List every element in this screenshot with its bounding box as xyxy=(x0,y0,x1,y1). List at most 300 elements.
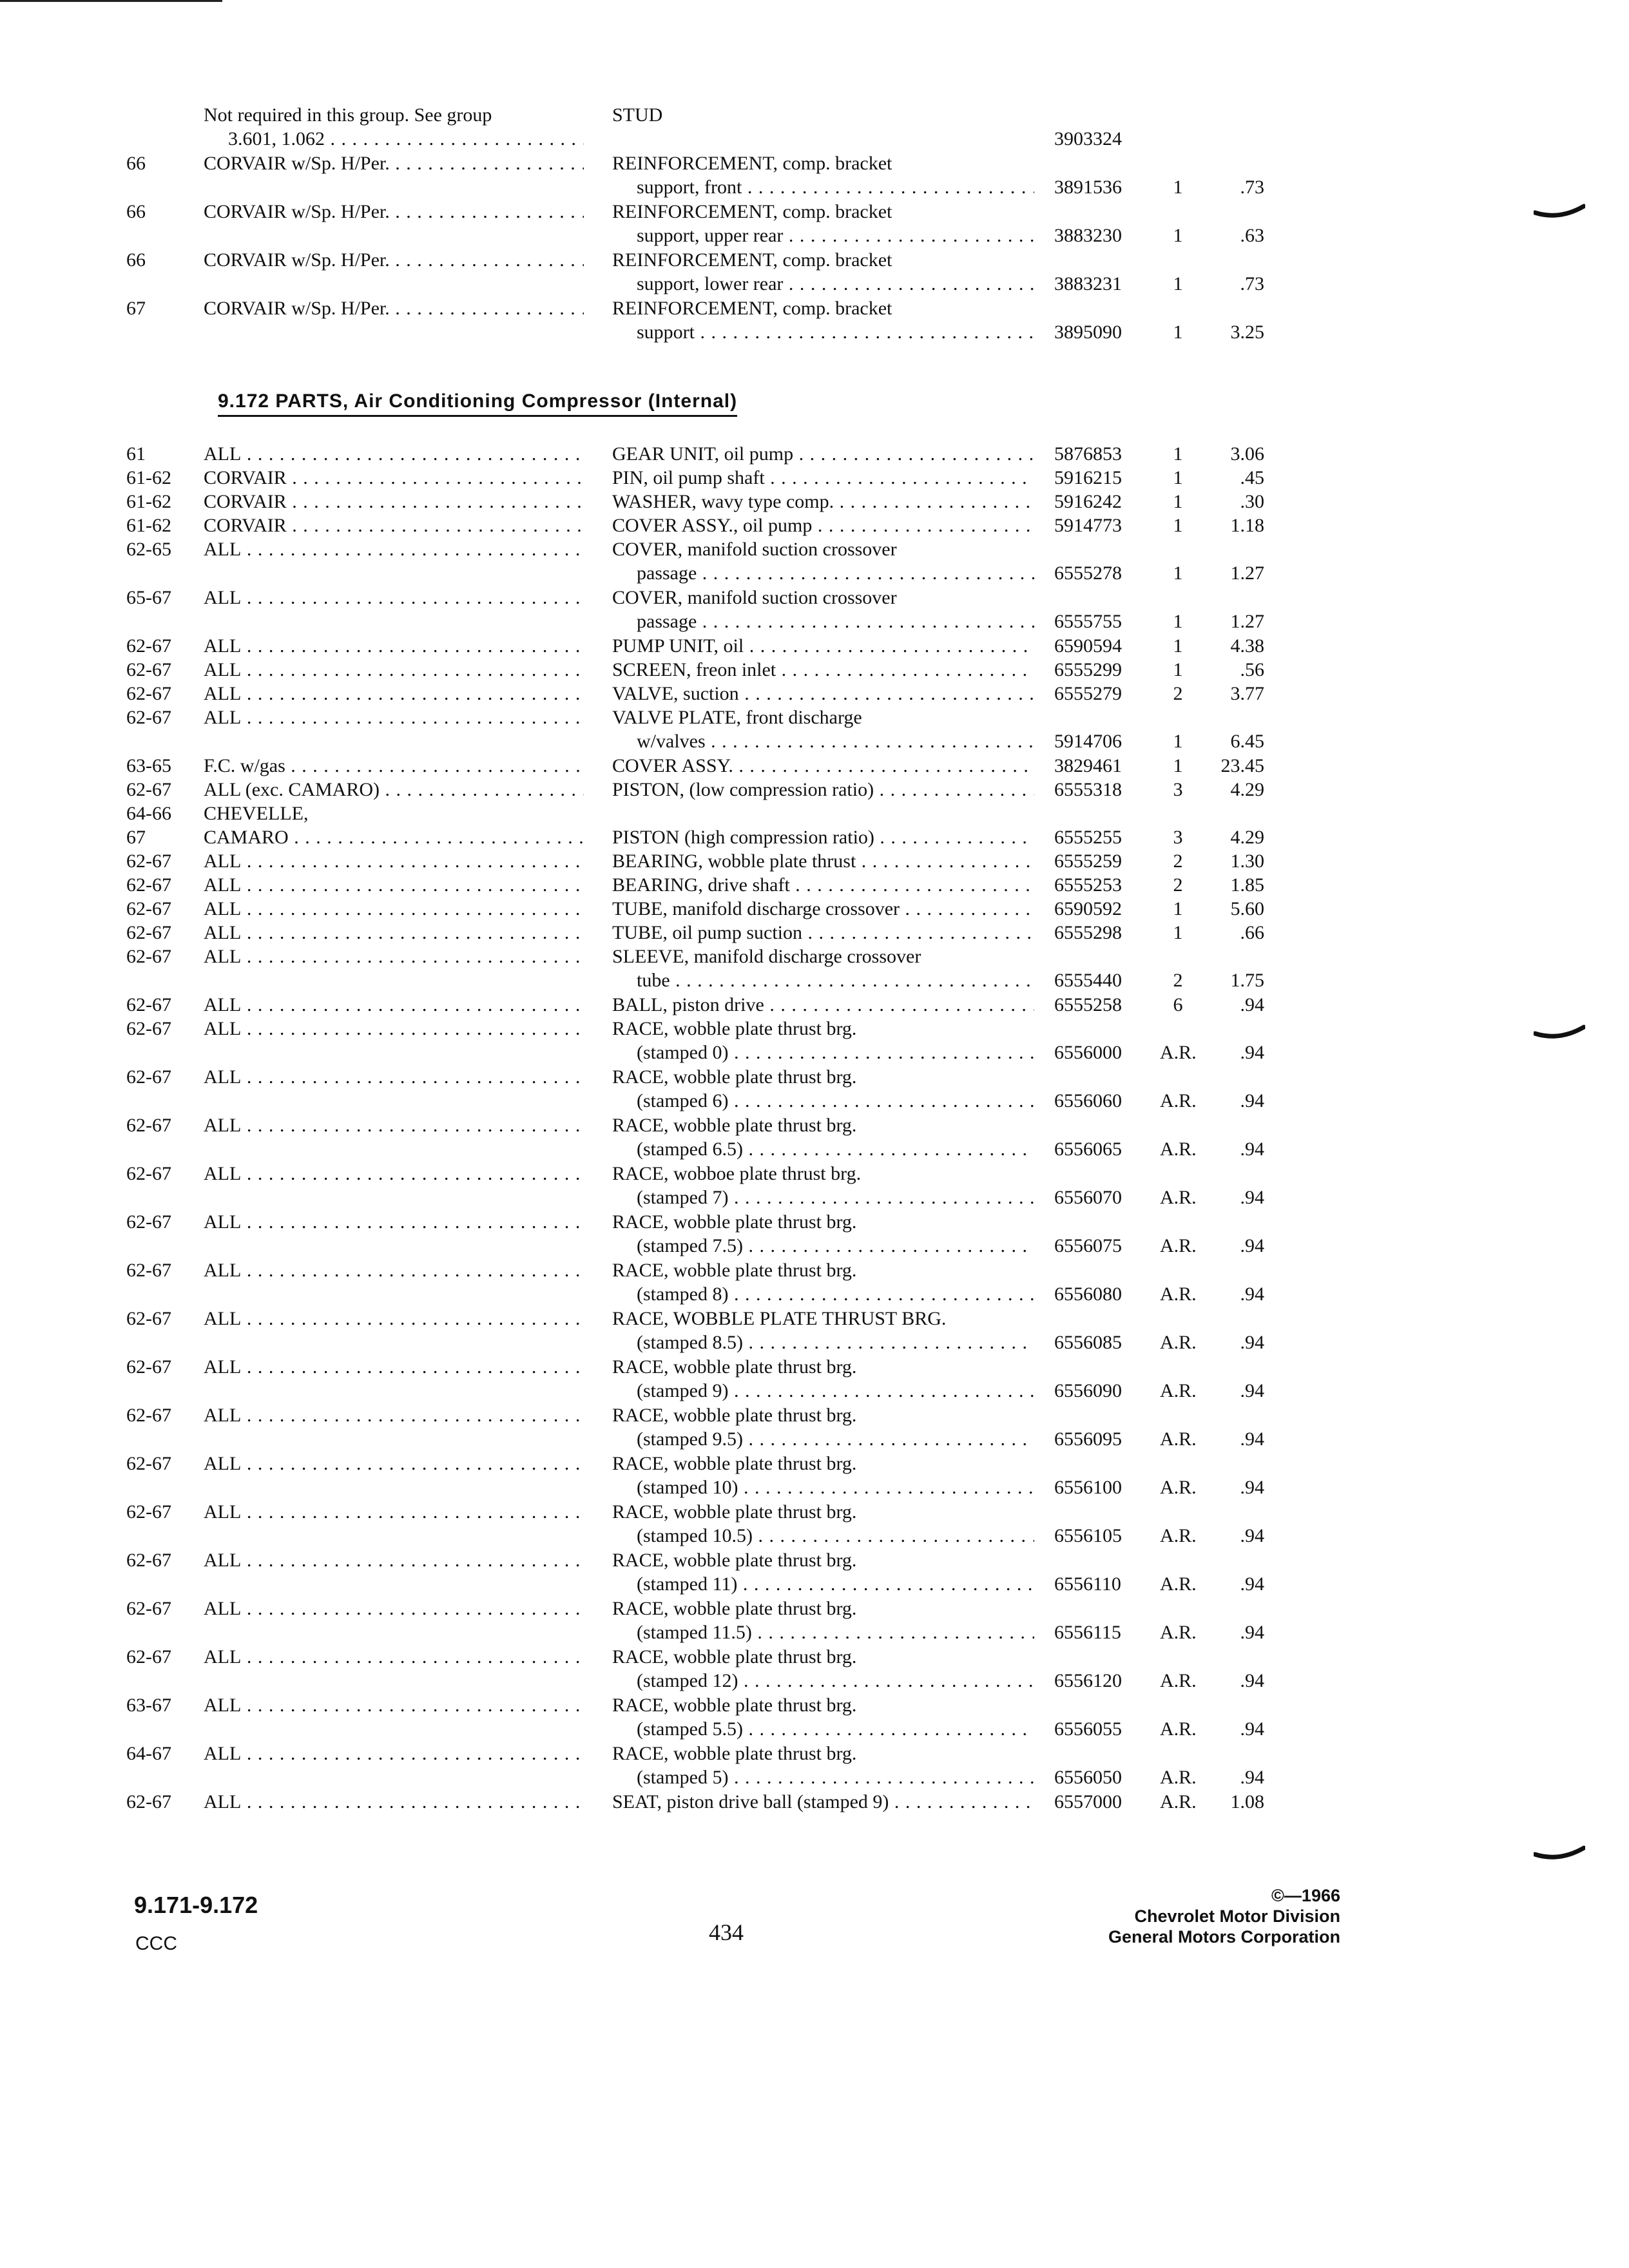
price-cell: .94 xyxy=(1240,1139,1264,1160)
description-text: COVER, manifold suction crossover xyxy=(612,587,897,608)
price-cell: 4.29 xyxy=(1230,827,1264,848)
model-cell: ALL . . . xyxy=(204,1258,584,1282)
page-number: 434 xyxy=(709,1919,744,1945)
part-number-cell: 6556080 xyxy=(1054,1283,1122,1305)
description-text: COVER, manifold suction crossover xyxy=(612,539,897,560)
price-cell: 4.38 xyxy=(1230,635,1264,657)
year-cell: 66 xyxy=(126,153,146,174)
description-text-cont: support, front . . . xyxy=(612,175,1034,199)
description-cell xyxy=(612,1113,1034,1161)
description-text: PUMP UNIT, oil . . . xyxy=(612,634,1034,658)
part-number-cell: 6556060 xyxy=(1054,1090,1122,1111)
year-cell: 62-67 xyxy=(126,1211,171,1233)
model-cell: CORVAIR w/Sp. H/Per. . . . xyxy=(204,151,584,175)
description-cell xyxy=(612,849,1034,873)
table-row xyxy=(0,873,1629,897)
part-number-cell: 3891536 xyxy=(1054,177,1122,198)
description-text: PISTON, (low compression ratio) . . . xyxy=(612,778,1034,802)
description-text: RACE, wobble plate thrust brg. xyxy=(612,1211,857,1233)
description-cell xyxy=(612,1210,1034,1258)
year-cell: 62-67 xyxy=(126,1018,171,1039)
description-text-cont: (stamped 10.5) . . . xyxy=(612,1524,1034,1548)
description-text: REINFORCEMENT, comp. bracket xyxy=(612,201,892,222)
model-cell: ALL . . . xyxy=(204,873,584,897)
year-cell: 62-67 xyxy=(126,850,171,872)
description-cell xyxy=(612,1693,1034,1741)
table-row xyxy=(0,1258,1629,1307)
description-text: COVER ASSY. . . . xyxy=(612,754,1034,778)
table-row xyxy=(0,200,1629,248)
description-cell xyxy=(612,778,1034,802)
model-cell: ALL . . . xyxy=(204,921,584,945)
model-cell: ALL . . . xyxy=(204,1162,584,1186)
part-number-cell: 6556105 xyxy=(1054,1525,1122,1546)
description-text: BEARING, drive shaft . . . xyxy=(612,873,1034,897)
part-number-cell: 3903324 xyxy=(1054,128,1122,149)
price-cell: 1.27 xyxy=(1230,562,1264,584)
part-number-cell: 5914773 xyxy=(1054,515,1122,536)
table-row xyxy=(0,825,1629,849)
price-cell: 4.29 xyxy=(1230,779,1264,800)
price-cell: 5.60 xyxy=(1230,898,1264,919)
footer-group-ref: 9.171-9.172 xyxy=(134,1892,258,1918)
part-number-cell: 6556120 xyxy=(1054,1670,1122,1691)
year-cell: 64-67 xyxy=(126,1743,171,1764)
part-number-cell: 6555255 xyxy=(1054,827,1122,848)
quantity-cell: A.R. xyxy=(1160,1477,1197,1498)
table-row xyxy=(0,514,1629,537)
corporation-name: General Motors Corporation xyxy=(1108,1927,1340,1946)
description-cell xyxy=(612,658,1034,682)
table-row xyxy=(0,1548,1629,1597)
description-text: VALVE PLATE, front discharge xyxy=(612,707,862,728)
description-cell xyxy=(612,1597,1034,1644)
year-cell: 62-67 xyxy=(126,659,171,680)
price-cell: .94 xyxy=(1240,1187,1264,1208)
year-cell: 65-67 xyxy=(126,587,171,608)
description-text: TUBE, manifold discharge crossover . . . xyxy=(612,897,1034,921)
description-text-cont: (stamped 8) . . . xyxy=(612,1282,1034,1306)
year-cell: 66 xyxy=(126,201,146,222)
model-cell: ALL . . . xyxy=(204,658,584,682)
table-row xyxy=(0,586,1629,634)
description-text: REINFORCEMENT, comp. bracket xyxy=(612,153,892,174)
part-number-cell: 6555298 xyxy=(1054,922,1122,943)
quantity-cell: A.R. xyxy=(1160,1380,1197,1401)
table-row xyxy=(0,1307,1629,1355)
year-cell: 62-67 xyxy=(126,1453,171,1474)
quantity-cell: A.R. xyxy=(1160,1235,1197,1256)
year-cell: 61 xyxy=(126,443,146,465)
model-cell: ALL . . . xyxy=(204,897,584,921)
description-cell xyxy=(612,634,1034,658)
table-row xyxy=(0,849,1629,873)
table-row xyxy=(0,1693,1629,1742)
quantity-cell: A.R. xyxy=(1160,1090,1197,1111)
table-row xyxy=(0,1017,1629,1065)
year-cell: 62-67 xyxy=(126,1163,171,1184)
price-cell: .45 xyxy=(1240,467,1264,488)
table-row xyxy=(0,754,1629,778)
part-number-cell: 6555279 xyxy=(1054,683,1122,704)
description-text: SLEEVE, manifold discharge crossover xyxy=(612,946,921,967)
table-row xyxy=(0,634,1629,658)
description-text: RACE, wobble plate thrust brg. xyxy=(612,1405,857,1426)
price-cell: .94 xyxy=(1240,1767,1264,1788)
description-text-cont: (stamped 10) . . . xyxy=(612,1475,1034,1499)
price-cell: .94 xyxy=(1240,1090,1264,1111)
description-text: RACE, wobble plate thrust brg. xyxy=(612,1356,857,1378)
price-cell: .56 xyxy=(1240,659,1264,680)
description-cell xyxy=(612,490,1034,514)
model-cell: ALL . . . xyxy=(204,706,584,729)
description-cell xyxy=(612,151,1034,199)
part-number-cell: 6555259 xyxy=(1054,850,1122,872)
description-text: RACE, wobble plate thrust brg. xyxy=(612,1550,857,1571)
quantity-cell: 1 xyxy=(1173,225,1183,246)
description-cell xyxy=(612,296,1034,344)
table-row xyxy=(0,1452,1629,1500)
part-number-cell: 5916242 xyxy=(1054,491,1122,512)
price-cell: .94 xyxy=(1240,1332,1264,1353)
price-cell: .94 xyxy=(1240,1525,1264,1546)
year-cell: 63-67 xyxy=(126,1695,171,1716)
part-number-cell: 3829461 xyxy=(1054,755,1122,776)
model-cell: CAMARO . . . xyxy=(204,825,584,849)
description-text-cont: passage . . . xyxy=(612,561,1034,585)
table-row xyxy=(0,442,1629,466)
description-text-cont: (stamped 12) . . . xyxy=(612,1669,1034,1693)
price-cell: 23.45 xyxy=(1220,755,1264,776)
quantity-cell: 1 xyxy=(1173,922,1183,943)
model-cell: F.C. w/gas . . . xyxy=(204,754,584,778)
quantity-cell: 1 xyxy=(1173,515,1183,536)
model-cell: ALL . . . xyxy=(204,1548,584,1572)
description-text: RACE, wobble plate thrust brg. xyxy=(612,1501,857,1523)
description-cell xyxy=(612,103,1034,127)
quantity-cell: 1 xyxy=(1173,755,1183,776)
description-cell xyxy=(612,1500,1034,1548)
table-row xyxy=(0,248,1629,296)
description-cell xyxy=(612,248,1034,296)
description-text-cont: (stamped 9) . . . xyxy=(612,1379,1034,1403)
table-row xyxy=(0,490,1629,514)
model-cell: ALL (exc. CAMARO) . . . xyxy=(204,778,584,802)
quantity-cell: 1 xyxy=(1173,611,1183,632)
table-row xyxy=(0,1210,1629,1258)
year-cell: 62-67 xyxy=(126,1066,171,1088)
quantity-cell: A.R. xyxy=(1160,1573,1197,1595)
description-text: GEAR UNIT, oil pump . . . xyxy=(612,442,1034,466)
description-cell xyxy=(612,1307,1034,1354)
quantity-cell: A.R. xyxy=(1160,1718,1197,1740)
model-cell: ALL . . . xyxy=(204,1210,584,1234)
description-text: BEARING, wobble plate thrust . . . xyxy=(612,849,1034,873)
description-cell xyxy=(612,993,1034,1017)
table-row xyxy=(0,1403,1629,1452)
model-cell: ALL . . . xyxy=(204,1597,584,1620)
description-cell xyxy=(612,754,1034,778)
price-cell: .73 xyxy=(1240,177,1264,198)
year-cell: 62-67 xyxy=(126,1791,171,1812)
part-number-cell: 3883231 xyxy=(1054,273,1122,294)
model-cell: ALL . . . xyxy=(204,1790,584,1814)
price-cell: 1.18 xyxy=(1230,515,1264,536)
description-text: RACE, wobble plate thrust brg. xyxy=(612,1695,857,1716)
part-number-cell: 6555318 xyxy=(1054,779,1122,800)
year-cell: 62-67 xyxy=(126,779,171,800)
model-cell: CORVAIR w/Sp. H/Per. . . . xyxy=(204,296,584,320)
quantity-cell: 1 xyxy=(1173,443,1183,465)
year-cell: 61-62 xyxy=(126,515,171,536)
binder-hole-mark xyxy=(1534,1024,1585,1044)
year-cell: 61-62 xyxy=(126,491,171,512)
part-number-cell: 6556110 xyxy=(1054,1573,1121,1595)
description-text: RACE, wobble plate thrust brg. xyxy=(612,1066,857,1088)
binder-hole-mark xyxy=(1534,1845,1585,1865)
description-cell xyxy=(612,1258,1034,1306)
price-cell: .94 xyxy=(1240,1670,1264,1691)
price-cell: 1.27 xyxy=(1230,611,1264,632)
description-cell xyxy=(612,706,1034,753)
part-number-cell: 6556000 xyxy=(1054,1042,1122,1063)
year-cell: 62-67 xyxy=(126,994,171,1015)
description-cell xyxy=(612,466,1034,490)
year-cell: 62-67 xyxy=(126,1646,171,1667)
description-text: SCREEN, freon inlet . . . xyxy=(612,658,1034,682)
price-cell: .94 xyxy=(1240,1380,1264,1401)
year-cell: 62-67 xyxy=(126,1405,171,1426)
price-cell: 1.75 xyxy=(1230,970,1264,991)
quantity-cell: 3 xyxy=(1173,827,1183,848)
model-cell: ALL . . . xyxy=(204,1307,584,1331)
model-cell: ALL . . . xyxy=(204,682,584,706)
description-text-cont: support, upper rear . . . xyxy=(612,224,1034,247)
year-cell: 62-67 xyxy=(126,1550,171,1571)
year-cell: 62-67 xyxy=(126,1598,171,1619)
copyright-year: ©—1966 xyxy=(1271,1886,1340,1905)
part-number-cell: 3895090 xyxy=(1054,322,1122,343)
model-cell: ALL . . . xyxy=(204,537,584,561)
price-cell: .66 xyxy=(1240,922,1264,943)
part-number-cell: 3883230 xyxy=(1054,225,1122,246)
description-text: RACE, WOBBLE PLATE THRUST BRG. xyxy=(612,1308,947,1329)
description-text: PISTON (high compression ratio) . . . xyxy=(612,825,1034,849)
year-cell: 67 xyxy=(126,827,146,848)
description-cell xyxy=(612,1065,1034,1113)
description-text: TUBE, oil pump suction . . . xyxy=(612,921,1034,945)
description-text-cont: (stamped 6) . . . xyxy=(612,1089,1034,1113)
part-number-cell: 6556090 xyxy=(1054,1380,1122,1401)
model-cell: ALL . . . xyxy=(204,1452,584,1475)
model-cell: ALL . . . xyxy=(204,1742,584,1765)
description-text: REINFORCEMENT, comp. bracket xyxy=(612,249,892,271)
top-rule xyxy=(0,0,222,2)
price-cell: 1.08 xyxy=(1230,1791,1264,1812)
model-cell-cont: 3.601, 1.062 . . . xyxy=(204,127,584,151)
description-cell xyxy=(612,1355,1034,1403)
description-cell xyxy=(612,442,1034,466)
price-cell: .73 xyxy=(1240,273,1264,294)
quantity-cell: 1 xyxy=(1173,731,1183,752)
description-text: STUD xyxy=(612,104,663,126)
part-number-cell: 6556085 xyxy=(1054,1332,1122,1353)
year-cell: 62-67 xyxy=(126,874,171,896)
model-cell: ALL . . . xyxy=(204,993,584,1017)
description-cell xyxy=(612,1645,1034,1693)
description-text-cont: (stamped 11.5) . . . xyxy=(612,1620,1034,1644)
model-cell: CHEVELLE, xyxy=(204,803,309,824)
table-row xyxy=(0,1065,1629,1113)
year-cell: 62-67 xyxy=(126,1308,171,1329)
quantity-cell: A.R. xyxy=(1160,1767,1197,1788)
year-cell: 62-65 xyxy=(126,539,171,560)
quantity-cell: A.R. xyxy=(1160,1332,1197,1353)
parts-table xyxy=(0,442,1629,1814)
model-cell: ALL . . . xyxy=(204,1500,584,1524)
price-cell: 3.77 xyxy=(1230,683,1264,704)
description-cell xyxy=(612,1742,1034,1789)
part-number-cell: 6590592 xyxy=(1054,898,1122,919)
description-text-cont: (stamped 7.5) . . . xyxy=(612,1234,1034,1258)
description-cell xyxy=(612,825,1034,849)
part-number-cell: 6556115 xyxy=(1054,1622,1121,1643)
table-row xyxy=(0,802,1629,825)
quantity-cell: A.R. xyxy=(1160,1525,1197,1546)
price-cell: 3.06 xyxy=(1230,443,1264,465)
model-cell: ALL . . . xyxy=(204,849,584,873)
description-text-cont: (stamped 6.5) . . . xyxy=(612,1137,1034,1161)
price-cell: .94 xyxy=(1240,1477,1264,1498)
part-number-cell: 6556065 xyxy=(1054,1139,1122,1160)
description-text-cont: (stamped 11) . . . xyxy=(612,1572,1034,1596)
model-cell: ALL . . . xyxy=(204,1113,584,1137)
quantity-cell: 1 xyxy=(1173,659,1183,680)
description-text-cont: tube . . . xyxy=(612,968,1034,992)
table-row xyxy=(0,1790,1629,1814)
part-number-cell: 6556075 xyxy=(1054,1235,1122,1256)
table-row xyxy=(0,466,1629,490)
description-cell xyxy=(612,873,1034,897)
description-cell xyxy=(612,897,1034,921)
year-cell: 62-67 xyxy=(126,1260,171,1281)
year-cell: 62-67 xyxy=(126,635,171,657)
description-text-cont: support, lower rear . . . xyxy=(612,272,1034,296)
model-cell: ALL . . . xyxy=(204,442,584,466)
quantity-cell: 1 xyxy=(1173,491,1183,512)
table-row xyxy=(0,1500,1629,1548)
model-cell: Not required in this group. See group xyxy=(204,104,492,126)
description-text-cont: (stamped 0) . . . xyxy=(612,1041,1034,1064)
description-cell xyxy=(612,1162,1034,1209)
table-row xyxy=(0,1597,1629,1645)
part-number-cell: 5876853 xyxy=(1054,443,1122,465)
quantity-cell: 3 xyxy=(1173,779,1183,800)
price-cell: .94 xyxy=(1240,1718,1264,1740)
model-cell: CORVAIR . . . xyxy=(204,490,584,514)
price-cell: .94 xyxy=(1240,1573,1264,1595)
description-text: RACE, wobble plate thrust brg. xyxy=(612,1260,857,1281)
part-number-cell: 6555440 xyxy=(1054,970,1122,991)
table-row xyxy=(0,658,1629,682)
model-cell: CORVAIR w/Sp. H/Per. . . . xyxy=(204,248,584,272)
description-text-cont: (stamped 8.5) . . . xyxy=(612,1331,1034,1354)
table-row xyxy=(0,993,1629,1017)
description-text: RACE, wobble plate thrust brg. xyxy=(612,1646,857,1667)
price-cell: .94 xyxy=(1240,1622,1264,1643)
model-cell: ALL . . . xyxy=(204,1017,584,1041)
table-row xyxy=(0,1162,1629,1210)
table-row xyxy=(0,945,1629,993)
part-number-cell: 5916215 xyxy=(1054,467,1122,488)
footer-code: CCC xyxy=(135,1933,177,1954)
quantity-cell: 1 xyxy=(1173,273,1183,294)
description-text-cont: passage . . . xyxy=(612,610,1034,633)
description-cell xyxy=(612,1548,1034,1596)
price-cell: .94 xyxy=(1240,1042,1264,1063)
year-cell: 64-66 xyxy=(126,803,171,824)
part-number-cell: 5914706 xyxy=(1054,731,1122,752)
quantity-cell: 1 xyxy=(1173,898,1183,919)
table-row xyxy=(0,1113,1629,1162)
table-row xyxy=(0,296,1629,345)
year-cell: 62-67 xyxy=(126,707,171,728)
top-group-table xyxy=(0,103,1629,345)
description-text-cont: w/valves . . . xyxy=(612,729,1034,753)
part-number-cell: 6555253 xyxy=(1054,874,1122,896)
table-row xyxy=(0,778,1629,802)
description-text: RACE, wobble plate thrust brg. xyxy=(612,1115,857,1136)
quantity-cell: 1 xyxy=(1173,177,1183,198)
year-cell: 62-67 xyxy=(126,922,171,943)
description-text: BALL, piston drive . . . xyxy=(612,993,1034,1017)
part-number-cell: 6556100 xyxy=(1054,1477,1122,1498)
price-cell: 1.85 xyxy=(1230,874,1264,896)
quantity-cell: 1 xyxy=(1173,635,1183,657)
quantity-cell: A.R. xyxy=(1160,1670,1197,1691)
year-cell: 62-67 xyxy=(126,1115,171,1136)
table-row xyxy=(0,1645,1629,1693)
table-row xyxy=(0,897,1629,921)
description-cell xyxy=(612,945,1034,992)
model-cell: ALL . . . xyxy=(204,1403,584,1427)
table-row xyxy=(0,1355,1629,1403)
description-text: REINFORCEMENT, comp. bracket xyxy=(612,298,892,319)
price-cell: .94 xyxy=(1240,1283,1264,1305)
description-text: RACE, wobble plate thrust brg. xyxy=(612,1453,857,1474)
year-cell: 62-67 xyxy=(126,1356,171,1378)
description-text: VALVE, suction . . . xyxy=(612,682,1034,706)
quantity-cell: 2 xyxy=(1173,874,1183,896)
description-text-cont: (stamped 5) . . . xyxy=(612,1765,1034,1789)
price-cell: 1.30 xyxy=(1230,850,1264,872)
part-number-cell: 6556055 xyxy=(1054,1718,1122,1740)
description-text-cont: (stamped 9.5) . . . xyxy=(612,1427,1034,1451)
price-cell: .94 xyxy=(1240,994,1264,1015)
model-cell: ALL . . . xyxy=(204,945,584,968)
description-text: SEAT, piston drive ball (stamped 9) . . . xyxy=(612,1790,1034,1814)
model-cell: ALL . . . xyxy=(204,634,584,658)
quantity-cell: 1 xyxy=(1173,467,1183,488)
year-cell: 62-67 xyxy=(126,683,171,704)
quantity-cell: 2 xyxy=(1173,683,1183,704)
quantity-cell: A.R. xyxy=(1160,1187,1197,1208)
part-number-cell: 6556095 xyxy=(1054,1428,1122,1450)
model-cell: CORVAIR w/Sp. H/Per. . . . xyxy=(204,200,584,224)
table-row xyxy=(0,103,1629,151)
model-cell: ALL . . . xyxy=(204,1065,584,1089)
quantity-cell: A.R. xyxy=(1160,1139,1197,1160)
